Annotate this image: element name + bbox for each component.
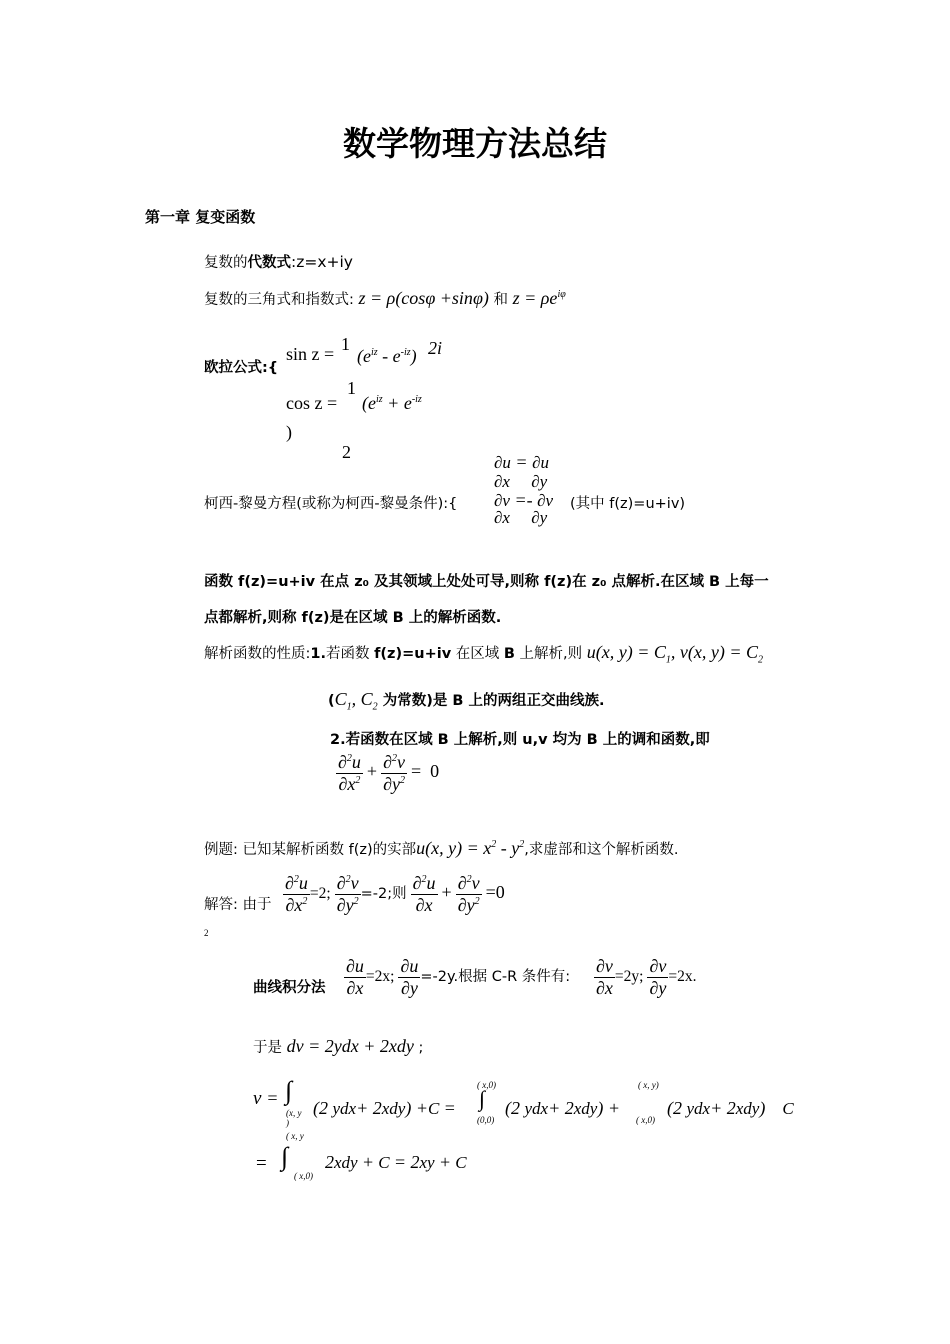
cauchy-riemann-note: (其中 f(z)=u+iv) (570, 496, 686, 512)
property-1-line (204, 642, 763, 666)
property-1-prefix: 解析函数的性质: (204, 646, 311, 662)
curve-formula-u: $\frac{\partial u}{\partial x}$ =2x; $\frac{\partial u}{\partial y}$ =-2y.根据 C-R 条件有: (346, 956, 571, 998)
euler-cos-rhs: ($e^{iz} + e^{-iz}$ (362, 393, 422, 413)
integral-4-upper: ( x, y (286, 1131, 304, 1141)
chapter-heading: 第一章 复变函数 (145, 208, 256, 226)
cr-eq-1: ∂u = ∂u (494, 452, 549, 472)
cr-eq-2-den: ∂x ∂y (494, 508, 548, 527)
property-1-func: f(z)=u+iv (374, 646, 452, 662)
trig-formula-1: z = ρ(cosφ +sinφ) (358, 288, 489, 308)
thus-formula: dv = 2ydx + 2xdy (286, 1036, 414, 1056)
answer-prefix: 解答: 由于 (204, 897, 272, 913)
analytic-def-line2: 点都解析,则称 f(z)是在区域 B 上的解析函数. (204, 610, 502, 626)
cauchy-riemann-label: 柯西-黎曼方程(或称为柯西-黎曼条件):{ (204, 496, 458, 512)
integral-4-body: 2xdy + C = 2xy + C (325, 1152, 467, 1172)
curve-label: 曲线积分法 (253, 980, 326, 996)
property-1-text-a: 若函数 (326, 646, 375, 662)
integral-1-body: (2 ydx+ 2xdy) +C = (313, 1098, 456, 1118)
euler-sin-lhs: sin z = (286, 344, 335, 364)
integral-3-lower: ( x,0) (636, 1115, 655, 1125)
example-line (204, 838, 678, 859)
euler-cos-paren: ) (286, 422, 292, 442)
answer-formula: $\frac{\partial^2u}{\partial x^2}$ =2; $\frac{\partial^2v}{\partial y^2}$ =-2;则 $\frac{\partial^2u}{\partial x}$ + $\frac{\partial^2v}{\partial y^2}$ =0 (285, 873, 505, 915)
answer-zero: =0 (485, 882, 505, 903)
analytic-def-line1: 函数 f(z)=u+iv 在点 z₀ 及其领域上处处可导,则称 f(z)在 z₀ 点解析.在区域 B 上每一 (204, 574, 769, 590)
euler-cos-lhs: cos z = (286, 393, 338, 413)
property-2-line: 2.若函数在区域 B 上解析,则 u,v 均为 B 上的调和函数,即 (330, 732, 710, 748)
integral-2-lower: (0,0) (477, 1115, 495, 1125)
integral-sign-2: ∫ (479, 1086, 486, 1111)
integral-4-lower: ( x,0) (294, 1171, 313, 1181)
trig-and: 和 (493, 292, 509, 308)
curve-vx: =2y; (614, 968, 644, 986)
euler-sin-one: 1 (341, 334, 350, 354)
algebraic-formula: :z=x+iy (291, 253, 353, 271)
integral-eq: = (256, 1153, 267, 1174)
answer-eqm2: =-2;则 (360, 886, 407, 903)
curve-vy: =2x. (668, 968, 697, 986)
integral-2-body: (2 ydx+ 2xdy) + (505, 1098, 620, 1118)
integral-1-lower: (x, y ) (286, 1108, 302, 1128)
example-formula: u(x, $y) = x^2 - y^2$ (416, 838, 525, 858)
property-1-num: 1. (310, 646, 326, 662)
property-1-text-b: 在区域 (451, 646, 504, 662)
thus-prefix: 于是 (253, 1040, 282, 1056)
answer-footnote: 2 (204, 928, 209, 938)
page-title: 数学物理方法总结 (343, 124, 607, 163)
algebraic-bold: 代数式 (247, 255, 291, 271)
integral-sign-1: ∫ (285, 1076, 293, 1105)
property-1-cont: ($C_1$, $C_2$ 为常数)是 B 上的两组正交曲线族. (328, 689, 605, 713)
integral-3-upper: ( x, y) (638, 1080, 659, 1090)
thus-suffix: ; (418, 1040, 424, 1056)
cr-eq-2: ∂v =- ∂v (494, 490, 554, 510)
euler-cos-two: 2 (342, 442, 351, 462)
property-1-formula: u(x, $y) = C_1$, v(x, $y) = C_2$ (586, 642, 764, 666)
property-1-text-c: 上解析,则 (514, 646, 583, 662)
euler-cos-one: 1 (347, 378, 356, 398)
euler-sin-rhs: $(e^{iz} - e^{-iz})$ (357, 346, 417, 366)
property-1-region: B (503, 646, 515, 662)
example-text-a: 例题: 已知某解析函数 f(z)的实部 (204, 842, 417, 858)
answer-eq2: =2; (309, 885, 331, 903)
curve-ux: =2x; (365, 968, 395, 986)
integral-2-upper: ( x,0) (477, 1080, 496, 1090)
example-text-b: ,求虚部和这个解析函数. (524, 842, 679, 858)
thus-line (253, 1036, 423, 1057)
curve-formula-v: $\frac{\partial v}{\partial x}$ =2y; $\frac{\partial v}{\partial y}$ =2x. (596, 956, 697, 998)
trig-form-line (204, 288, 566, 309)
laplace-equation: $\frac{\partial^2u}{\partial x^2}$ + $\frac{\partial^2v}{\partial y^2}$ = 0 (338, 752, 440, 794)
integral-v: v = (253, 1088, 279, 1109)
integral-3-body: (2 ydx+ 2xdy) C (667, 1098, 794, 1118)
euler-two-i: 2i (428, 338, 443, 358)
trig-prefix: 复数的三角式和指数式: (204, 292, 354, 308)
euler-label: 欧拉公式:{ (204, 360, 279, 376)
integral-sign-4: ∫ (281, 1142, 289, 1171)
curve-uy: =-2y.根据 C-R 条件有: (420, 969, 571, 986)
algebraic-form-line (204, 251, 353, 272)
cr-eq-1-den: ∂x ∂y (494, 472, 548, 491)
trig-formula-2: $z = \rho e^{i\varphi}$ (512, 288, 566, 308)
property-1-cont-text: 为常数)是 B 上的两组正交曲线族. (382, 693, 605, 709)
algebraic-prefix: 复数的 (204, 255, 248, 271)
